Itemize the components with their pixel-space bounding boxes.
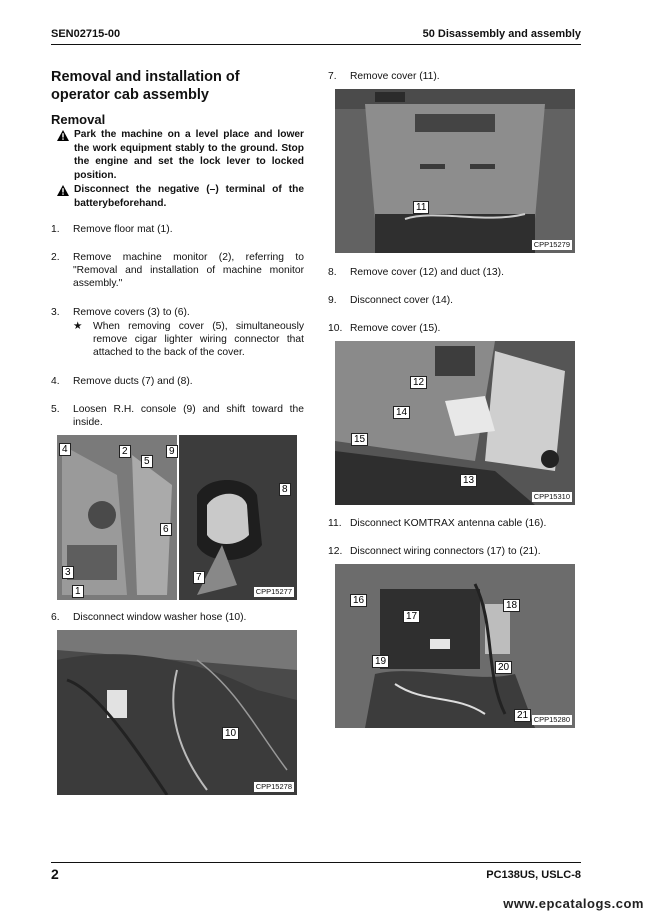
figure-code: CPP15280	[533, 715, 570, 724]
warning-triangle-icon	[57, 183, 74, 210]
document-code: SEN02715-00	[51, 28, 121, 40]
header-rule	[51, 44, 581, 45]
page-number: 2	[51, 866, 59, 882]
step-2	[51, 251, 304, 290]
step-text: Disconnect KOMTRAX antenna cable (16).	[350, 518, 547, 529]
page-title	[51, 68, 311, 104]
warning-block	[57, 128, 304, 210]
warning-text: Disconnect the negative (–) terminal of the batterybeforehand.	[74, 184, 304, 209]
step-text: Remove cover (11).	[350, 71, 440, 82]
step-8	[328, 266, 581, 279]
callout-label: 16	[350, 594, 367, 607]
warning-item	[57, 128, 304, 182]
callout-label: 9	[166, 445, 178, 458]
figure-washer-hose-photo	[57, 630, 297, 795]
callout-label: 15	[351, 433, 368, 446]
step-1	[51, 223, 304, 236]
page-title-line: operator cab assembly	[51, 87, 209, 103]
figure-cover-duct-photo	[335, 341, 575, 505]
step-text: Disconnect window washer hose (10).	[73, 612, 247, 623]
step-number: 10.	[328, 323, 343, 334]
callout-label: 3	[62, 566, 74, 579]
figure-code: CPP15278	[255, 782, 292, 791]
model-name: PC138US, USLC-8	[486, 869, 581, 881]
step-number: 6.	[51, 612, 60, 623]
figure-code: CPP15310	[533, 492, 570, 501]
step-note	[73, 320, 304, 359]
callout-label: 20	[495, 661, 512, 674]
callout-label: 17	[403, 610, 420, 623]
step-number: 5.	[51, 404, 60, 415]
step-5	[51, 403, 304, 429]
warning-text: Park the machine on a level place and lower the work equipment stably to the ground. Stop the engine and set the lock lever to locked position.	[74, 129, 304, 181]
callout-label: 18	[503, 599, 520, 612]
warning-triangle-icon	[57, 128, 74, 182]
subheading: Removal	[51, 112, 106, 127]
callout-label: 4	[59, 443, 71, 456]
callout-label: 11	[413, 201, 429, 214]
step-number: 3.	[51, 307, 60, 318]
figure-code: CPP15279	[533, 240, 570, 249]
step-4	[51, 375, 304, 388]
step-text: Remove ducts (7) and (8).	[73, 376, 193, 387]
callout-label: 10	[222, 727, 239, 740]
step-7	[328, 70, 581, 83]
note-text: When removing cover (5), simultaneously remove cigar lighter wiring connector that attached to the back of the cover.	[93, 321, 304, 358]
step-3	[51, 306, 304, 359]
step-text: Remove cover (15).	[350, 323, 441, 334]
step-text: Disconnect cover (14).	[350, 295, 454, 306]
figure-cover-11-photo	[335, 89, 575, 253]
callout-label: 6	[160, 523, 172, 536]
step-number: 11.	[328, 518, 342, 529]
callout-label: 5	[141, 455, 153, 468]
step-text: Remove covers (3) to (6).	[73, 307, 190, 318]
figure-code: CPP15277	[255, 587, 292, 596]
step-text: Remove cover (12) and duct (13).	[350, 267, 504, 278]
step-12	[328, 545, 581, 558]
step-number: 12.	[328, 546, 343, 557]
step-number: 4.	[51, 376, 60, 387]
figure-console-photo	[57, 435, 297, 600]
step-10	[328, 322, 581, 335]
callout-label: 19	[372, 655, 389, 668]
callout-label: 13	[460, 474, 477, 487]
callout-label: 2	[119, 445, 131, 458]
step-number: 9.	[328, 295, 337, 306]
figure-connectors-photo	[335, 564, 575, 728]
step-number: 8.	[328, 267, 337, 278]
watermark: www.epcatalogs.com	[503, 896, 644, 911]
step-number: 2.	[51, 252, 60, 263]
step-11	[328, 517, 581, 530]
callout-label: 1	[72, 585, 84, 598]
callout-label: 12	[410, 376, 427, 389]
step-number: 1.	[51, 224, 60, 235]
step-text: Remove machine monitor (2), referring to "Removal and installation of machine monitor assembly."	[73, 252, 304, 289]
warning-item	[57, 183, 304, 210]
step-9	[328, 294, 581, 307]
callout-label: 14	[393, 406, 410, 419]
star-icon: ★	[73, 321, 83, 332]
page-title-line: Removal and installation of	[51, 69, 240, 85]
callout-label: 21	[514, 709, 531, 722]
step-text: Remove floor mat (1).	[73, 224, 173, 235]
step-number: 7.	[328, 71, 337, 82]
callout-label: 7	[193, 571, 205, 584]
footer-rule	[51, 862, 581, 863]
callout-label: 8	[279, 483, 291, 496]
section-name: 50 Disassembly and assembly	[422, 28, 581, 40]
step-text: Loosen R.H. console (9) and shift toward the inside.	[73, 404, 304, 428]
step-text: Disconnect wiring connectors (17) to (21).	[350, 546, 541, 557]
step-6	[51, 611, 304, 624]
